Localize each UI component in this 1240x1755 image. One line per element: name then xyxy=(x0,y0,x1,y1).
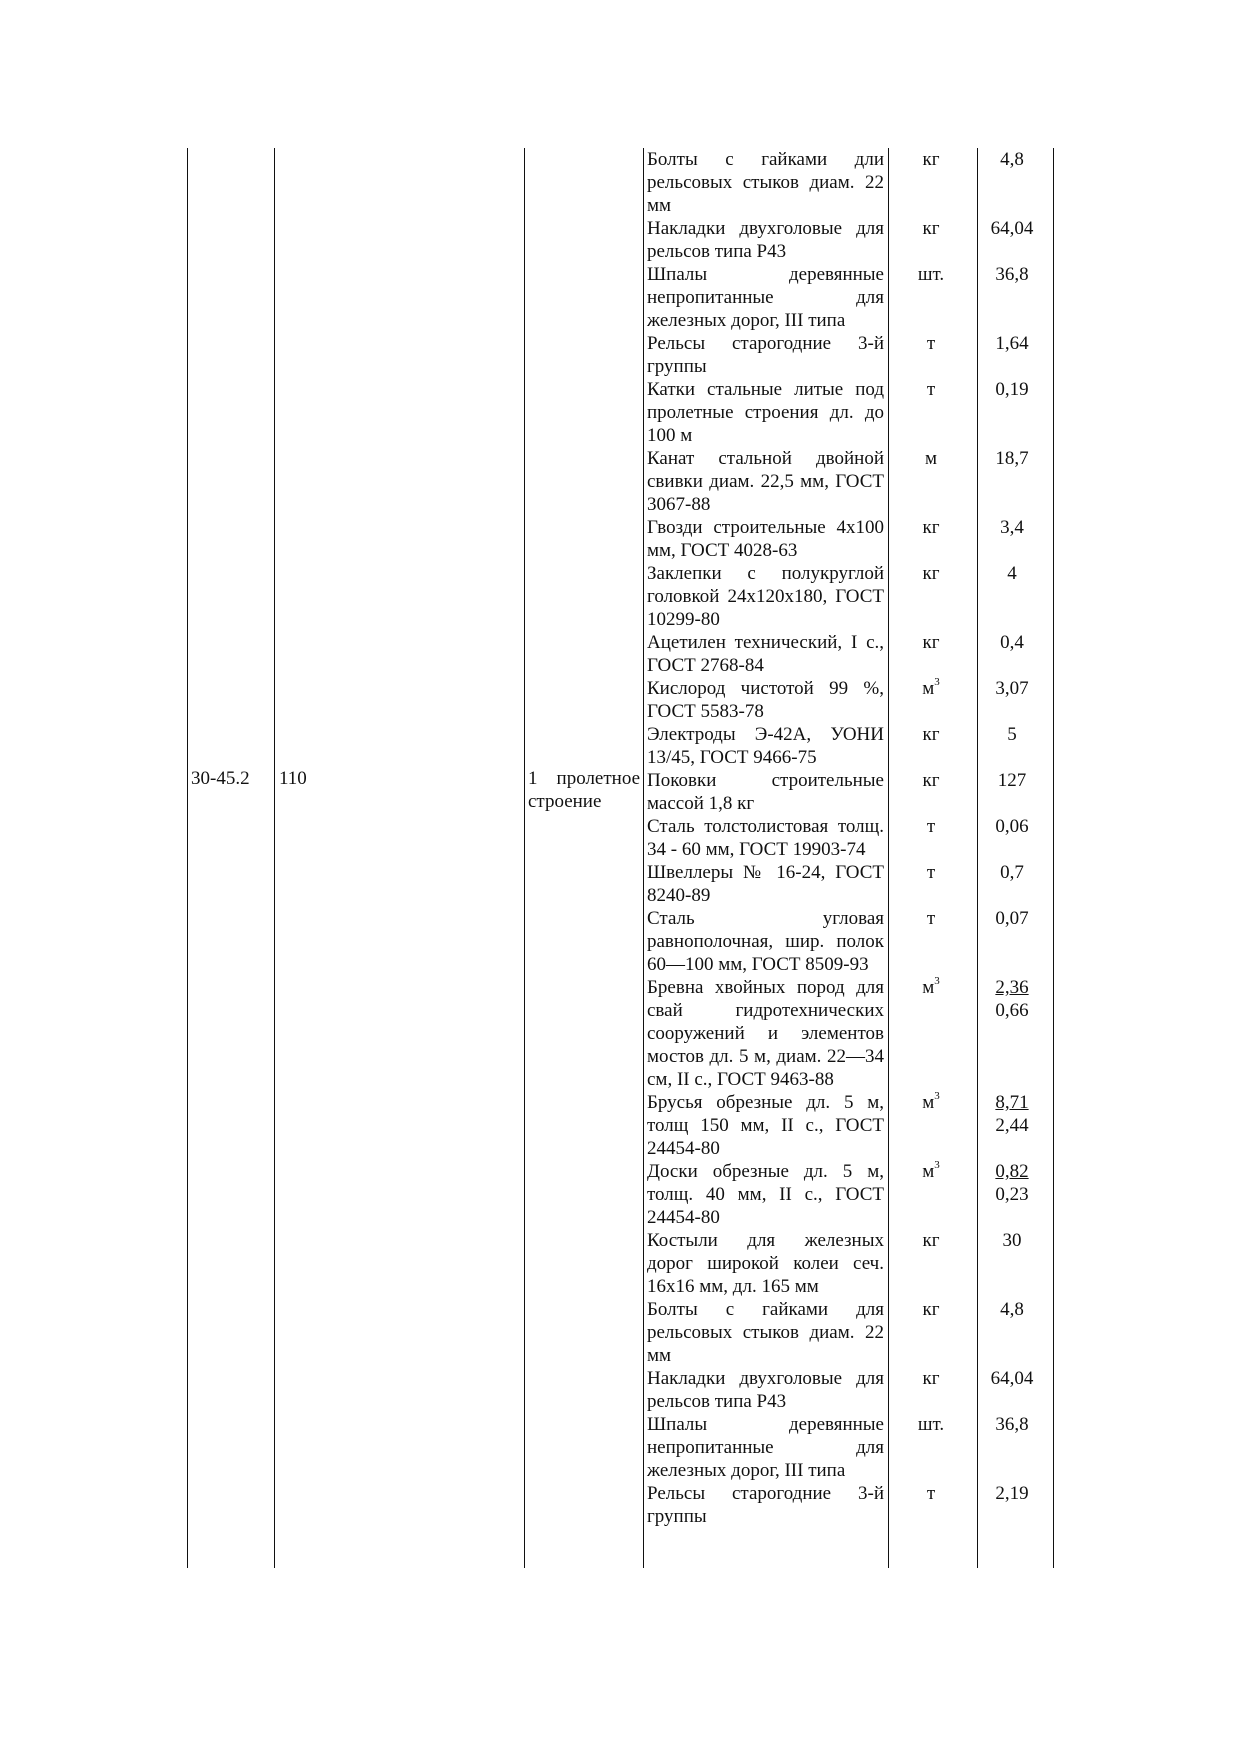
unit-text: кг xyxy=(922,149,940,170)
resource-row xyxy=(644,631,1055,677)
resource-unit xyxy=(887,976,975,999)
resource-row xyxy=(644,1160,1055,1229)
quantity-value: 0,07 xyxy=(995,908,1029,929)
resource-name: Шпалы деревянные непропитанные для железных дорог, III типа xyxy=(647,1414,884,1481)
quantity-value: 0,4 xyxy=(1000,632,1024,653)
resource-row xyxy=(644,1298,1055,1367)
quantity-value: 30 xyxy=(1002,1230,1022,1251)
resource-quantity xyxy=(975,815,1049,838)
resource-unit xyxy=(887,562,975,585)
resource-unit xyxy=(887,516,975,539)
resource-quantity xyxy=(975,976,1049,1022)
resource-row xyxy=(644,332,1055,378)
resource-row xyxy=(644,1413,1055,1482)
unit-text: кг xyxy=(922,218,940,239)
unit-text: шт. xyxy=(917,1414,945,1435)
resource-unit xyxy=(887,769,975,792)
resource-name: Брусья обрезные дл. 5 м, толщ 150 мм, II с., ГОСТ 24454-80 xyxy=(647,1092,884,1159)
quantity-value: 1,64 xyxy=(995,333,1029,354)
quantity-value: 0,82 xyxy=(995,1161,1029,1182)
quantity-value: 2,19 xyxy=(995,1483,1029,1504)
resource-quantity xyxy=(975,907,1049,930)
resource-name: Бревна хвойных пород для свай гидротехнических сооружений и элементов мостов дл. 5 м, диам. 22—34 см, II с., ГОСТ 9463-88 xyxy=(647,977,884,1090)
quantity-value: 0,7 xyxy=(1000,862,1024,883)
resource-unit xyxy=(887,217,975,240)
resource-quantity xyxy=(975,562,1049,585)
resource-unit xyxy=(887,447,975,470)
quantity-value: 3,4 xyxy=(1000,517,1024,538)
quantity-value: 0,19 xyxy=(995,379,1029,400)
resource-unit xyxy=(887,1091,975,1114)
resource-name: Кислород чистотой 99 %, ГОСТ 5583-78 xyxy=(647,678,884,722)
quantity-value: 3,07 xyxy=(995,678,1029,699)
resource-row xyxy=(644,677,1055,723)
unit-text: т xyxy=(926,862,936,883)
unit-text: т xyxy=(926,816,936,837)
resource-quantity xyxy=(975,447,1049,470)
resource-name: Швеллеры № 16-24, ГОСТ 8240-89 xyxy=(647,862,884,906)
quantity-value: 18,7 xyxy=(995,448,1029,469)
unit-text: т xyxy=(926,333,936,354)
resource-row xyxy=(644,1367,1055,1413)
quantity-secondary-value: 0,23 xyxy=(995,1184,1029,1205)
quantity-value: 64,04 xyxy=(990,218,1034,239)
resource-unit xyxy=(887,907,975,930)
unit-text: т xyxy=(926,908,936,929)
resource-quantity xyxy=(975,1160,1049,1206)
resource-name: Рельсы старогодние 3-й группы xyxy=(647,333,884,377)
resource-unit xyxy=(887,677,975,700)
resource-name: Гвозди строительные 4x100 мм, ГОСТ 4028-63 xyxy=(647,517,884,561)
resource-row xyxy=(644,769,1055,815)
unit-text: кг xyxy=(922,770,940,791)
resource-unit xyxy=(887,631,975,654)
resource-name: Накладки двухголовые для рельсов типа Р43 xyxy=(647,1368,884,1412)
resource-row xyxy=(644,516,1055,562)
resource-unit xyxy=(887,1367,975,1390)
unit-text: м xyxy=(922,678,935,699)
resource-row xyxy=(644,447,1055,516)
unit-text: м xyxy=(924,448,938,469)
quantity-value: 8,71 xyxy=(995,1092,1029,1113)
resource-name: Катки стальные литые под пролетные строения дл. до 100 м xyxy=(647,379,884,446)
column-rule xyxy=(524,148,525,1568)
resource-unit xyxy=(887,378,975,401)
resource-name: Накладки двухголовые для рельсов типа Р43 xyxy=(647,218,884,262)
resource-name: Шпалы деревянные непропитанные для железных дорог, III типа xyxy=(647,264,884,331)
column-rule xyxy=(274,148,275,1568)
resource-quantity xyxy=(975,1482,1049,1505)
resource-name: Болты с гайками дли рельсовых стыков диам. 22 мм xyxy=(647,149,884,216)
resource-row xyxy=(644,217,1055,263)
unit-text: м xyxy=(922,977,935,998)
unit-text: кг xyxy=(922,724,940,745)
column-rule xyxy=(187,148,188,1568)
resource-row xyxy=(644,907,1055,976)
resource-quantity xyxy=(975,378,1049,401)
resource-row xyxy=(644,815,1055,861)
resource-quantity xyxy=(975,723,1049,746)
resource-name: Доски обрезные дл. 5 м, толщ. 40 мм, II с., ГОСТ 24454-80 xyxy=(647,1161,884,1228)
resource-name: Заклепки с полукруглой головкой 24x120x180, ГОСТ 10299-80 xyxy=(647,563,884,630)
resource-name: Болты с гайками для рельсовых стыков диам. 22 мм xyxy=(647,1299,884,1366)
resource-quantity xyxy=(975,1413,1049,1436)
resource-quantity xyxy=(975,769,1049,792)
quantity-value: 36,8 xyxy=(995,1414,1029,1435)
resource-unit xyxy=(887,263,975,286)
quantity-secondary-value: 0,66 xyxy=(995,1000,1029,1021)
unit-text: кг xyxy=(922,1230,940,1251)
resource-quantity xyxy=(975,516,1049,539)
quantity-secondary-value: 2,44 xyxy=(995,1115,1029,1136)
quantity-value: 4,8 xyxy=(1000,1299,1024,1320)
resource-row xyxy=(644,861,1055,907)
unit-superscript: 3 xyxy=(934,974,940,987)
resource-quantity xyxy=(975,677,1049,700)
resource-row xyxy=(644,378,1055,447)
resource-unit xyxy=(887,1298,975,1321)
resource-quantity xyxy=(975,1367,1049,1390)
unit-superscript: 3 xyxy=(934,1158,940,1171)
resource-row xyxy=(644,1091,1055,1160)
resource-unit xyxy=(887,1160,975,1183)
quantity-value: 64,04 xyxy=(990,1368,1034,1389)
resource-name: Канат стальной двойной свивки диам. 22,5 мм, ГОСТ 3067-88 xyxy=(647,448,884,515)
resource-quantity xyxy=(975,217,1049,240)
resource-row xyxy=(644,723,1055,769)
resource-name: Поковки строительные массой 1,8 кг xyxy=(647,770,884,814)
resource-name: Рельсы старогодние 3-й группы xyxy=(647,1483,884,1527)
unit-text: т xyxy=(926,1483,936,1504)
resource-row xyxy=(644,148,1055,217)
resource-name: Электроды Э-42А, УОНИ 13/45, ГОСТ 9466-75 xyxy=(647,724,884,768)
resource-quantity xyxy=(975,631,1049,654)
quantity-value: 4 xyxy=(1007,563,1017,584)
resource-quantity xyxy=(975,1298,1049,1321)
quantity-value: 5 xyxy=(1007,724,1017,745)
norms-table xyxy=(187,148,1055,1568)
quantity-value: 2,36 xyxy=(995,977,1029,998)
unit-text: м xyxy=(922,1092,935,1113)
unit-superscript: 3 xyxy=(934,675,940,688)
unit-text: кг xyxy=(922,632,940,653)
resource-unit xyxy=(887,148,975,171)
unit-text: т xyxy=(926,379,936,400)
resource-unit xyxy=(887,723,975,746)
quantity-value: 36,8 xyxy=(995,264,1029,285)
structure-cell: 1 пролетное строение xyxy=(528,768,640,812)
resource-quantity xyxy=(975,861,1049,884)
resource-row xyxy=(644,976,1055,1091)
quantity-value: 0,06 xyxy=(995,816,1029,837)
unit-text: кг xyxy=(922,1368,940,1389)
resource-quantity xyxy=(975,1091,1049,1137)
resource-quantity xyxy=(975,332,1049,355)
unit-text: кг xyxy=(922,1299,940,1320)
resource-list xyxy=(644,148,1055,1528)
resource-unit xyxy=(887,861,975,884)
resource-row xyxy=(644,263,1055,332)
resource-quantity xyxy=(975,1229,1049,1252)
resource-name: Костыли для железных дорог широкой колеи сеч. 16x16 мм, дл. 165 мм xyxy=(647,1230,884,1297)
resource-unit xyxy=(887,1482,975,1505)
resource-row xyxy=(644,1229,1055,1298)
unit-text: кг xyxy=(922,563,940,584)
resource-quantity xyxy=(975,263,1049,286)
resource-unit xyxy=(887,1413,975,1436)
quantity-value: 4,8 xyxy=(1000,149,1024,170)
resource-name: Ацетилен технический, I с., ГОСТ 2768-84 xyxy=(647,632,884,676)
resource-unit xyxy=(887,332,975,355)
code-cell: 30-45.2 xyxy=(191,768,250,789)
resource-name: Сталь толстолистовая толщ. 34 - 60 мм, ГОСТ 19903-74 xyxy=(647,816,884,860)
resource-name: Сталь угловая равнополочная, шир. полок 60—100 мм, ГОСТ 8509-93 xyxy=(647,908,884,975)
unit-text: кг xyxy=(922,517,940,538)
number-cell: 110 xyxy=(279,768,307,789)
resource-row xyxy=(644,562,1055,631)
resource-unit xyxy=(887,815,975,838)
resource-row xyxy=(644,1482,1055,1528)
resource-unit xyxy=(887,1229,975,1252)
resource-quantity xyxy=(975,148,1049,171)
unit-text: м xyxy=(922,1161,935,1182)
unit-superscript: 3 xyxy=(934,1089,940,1102)
unit-text: шт. xyxy=(917,264,945,285)
quantity-value: 127 xyxy=(997,770,1027,791)
